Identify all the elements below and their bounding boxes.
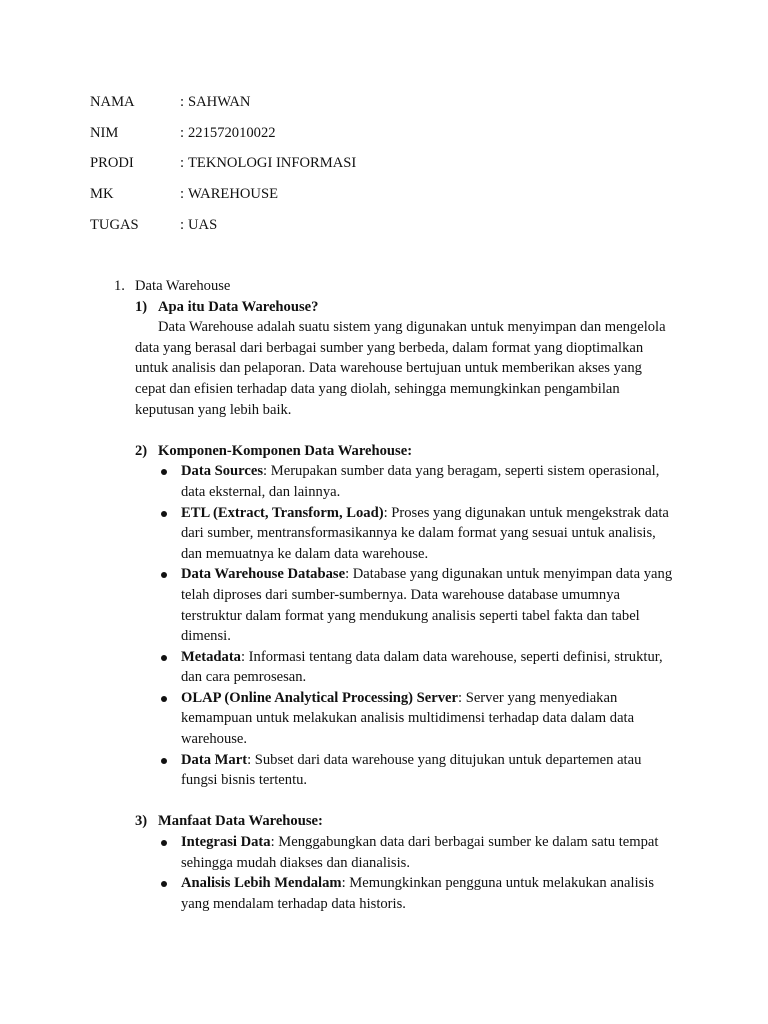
list-item [158, 503, 674, 565]
subsection-benefits [135, 811, 674, 914]
item-description: : Server yang menyediakan kemampuan untuk melakukan analisis multidimensi terhadap data dalam data warehouse. [181, 689, 635, 748]
identity-colon: : [180, 217, 185, 233]
identity-value: TEKNOLOGI INFORMASI [188, 155, 357, 171]
subsection-heading [135, 811, 674, 832]
item-description: : Proses yang digunakan untuk mengekstrak data dari sumber, mentransformasikannya ke dalam format yang sesuai untuk analisis, dan memuatnya ke dalam data warehouse. [181, 504, 669, 562]
identity-key: MK [90, 186, 114, 202]
identity-value: WAREHOUSE [188, 186, 278, 202]
item-term: Data Sources [181, 463, 264, 480]
subsection-heading [135, 297, 674, 318]
identity-key: NAMA [90, 94, 135, 110]
subsection-title: Apa itu Data Warehouse? [158, 298, 319, 315]
bullet-icon [161, 572, 167, 578]
item-term: Data Warehouse Database [181, 566, 346, 583]
document-body [114, 276, 674, 914]
item-description: : Merupakan sumber data yang beragam, seperti sistem operasional, data eksternal, dan lainnya. [181, 463, 660, 500]
bullet-icon [161, 511, 167, 517]
item-term: Metadata [181, 648, 241, 665]
identity-value: 221572010022 [188, 125, 276, 141]
bullet-icon [161, 840, 167, 846]
benefits-list [158, 832, 674, 914]
identity-value: SAHWAN [188, 94, 251, 110]
bullet-icon [161, 696, 167, 702]
subsection-number: 1) [135, 298, 148, 315]
subsection-title: Manfaat Data Warehouse: [158, 813, 323, 830]
identity-colon: : [180, 94, 185, 110]
identity-key: NIM [90, 125, 119, 141]
list-item [158, 750, 674, 791]
item-term: Data Mart [181, 751, 248, 768]
subsection-number: 3) [135, 813, 148, 830]
subsection-title: Komponen-Komponen Data Warehouse: [158, 442, 413, 459]
bullet-icon [161, 655, 167, 661]
subsection-number: 2) [135, 442, 148, 459]
subsection-heading [135, 441, 674, 462]
item-term: ETL (Extract, Transform, Load) [181, 504, 384, 521]
item-term: OLAP (Online Analytical Processing) Server [181, 689, 458, 706]
item-description: : Informasi tentang data dalam data warehouse, seperti definisi, struktur, dan cara pemrosesan. [181, 648, 663, 686]
list-item [158, 832, 674, 873]
list-item [158, 461, 674, 502]
identity-key: PRODI [90, 155, 134, 171]
definition-paragraph: Data Warehouse adalah suatu sistem yang digunakan untuk menyimpan dan mengelola data yang berasal dari berbagai sumber yang berbeda, dalam format yang dioptimalkan untuk analisis dan pelaporan. Data warehouse bertujuan untuk memberikan akses yang cepat dan efisien terhadap data yang diolah, sehingga memungkinkan pengambilan keputusan yang lebih baik. [135, 319, 666, 418]
identity-value: UAS [188, 217, 218, 233]
identity-colon: : [180, 125, 185, 141]
item-term: Integrasi Data [181, 834, 271, 851]
list-item [158, 688, 674, 750]
list-item [158, 873, 674, 914]
bullet-icon [161, 469, 167, 475]
list-item [158, 564, 674, 646]
components-list [158, 461, 674, 791]
subsection-components [135, 441, 674, 791]
list-item [158, 647, 674, 688]
identity-key: TUGAS [90, 217, 139, 233]
identity-colon: : [180, 186, 185, 202]
item-description: : Database yang digunakan untuk menyimpan data yang telah diproses dari sumber-sumbernya. Data warehouse database umumnya terstruktur dalam format yang mendukung analisis seperti tabel fakta dan tabel dimensi. [181, 566, 673, 645]
identity-colon: : [180, 155, 185, 171]
bullet-icon [161, 758, 167, 764]
subsection-what-is [135, 297, 674, 421]
item-description: : Subset dari data warehouse yang ditujukan untuk departemen atau fungsi bisnis tertentu. [181, 751, 642, 789]
section-title: Data Warehouse [135, 278, 231, 294]
item-description: : Memungkinkan pengguna untuk melakukan analisis yang mendalam terhadap data historis. [181, 875, 655, 912]
item-description: : Menggabungkan data dari berbagai sumber ke dalam satu tempat sehingga mudah diakses dan dianalisis. [181, 834, 659, 871]
bullet-icon [161, 881, 167, 887]
item-term: Analisis Lebih Mendalam [181, 875, 342, 892]
section-number: 1. [114, 278, 125, 294]
section-heading [114, 276, 674, 297]
